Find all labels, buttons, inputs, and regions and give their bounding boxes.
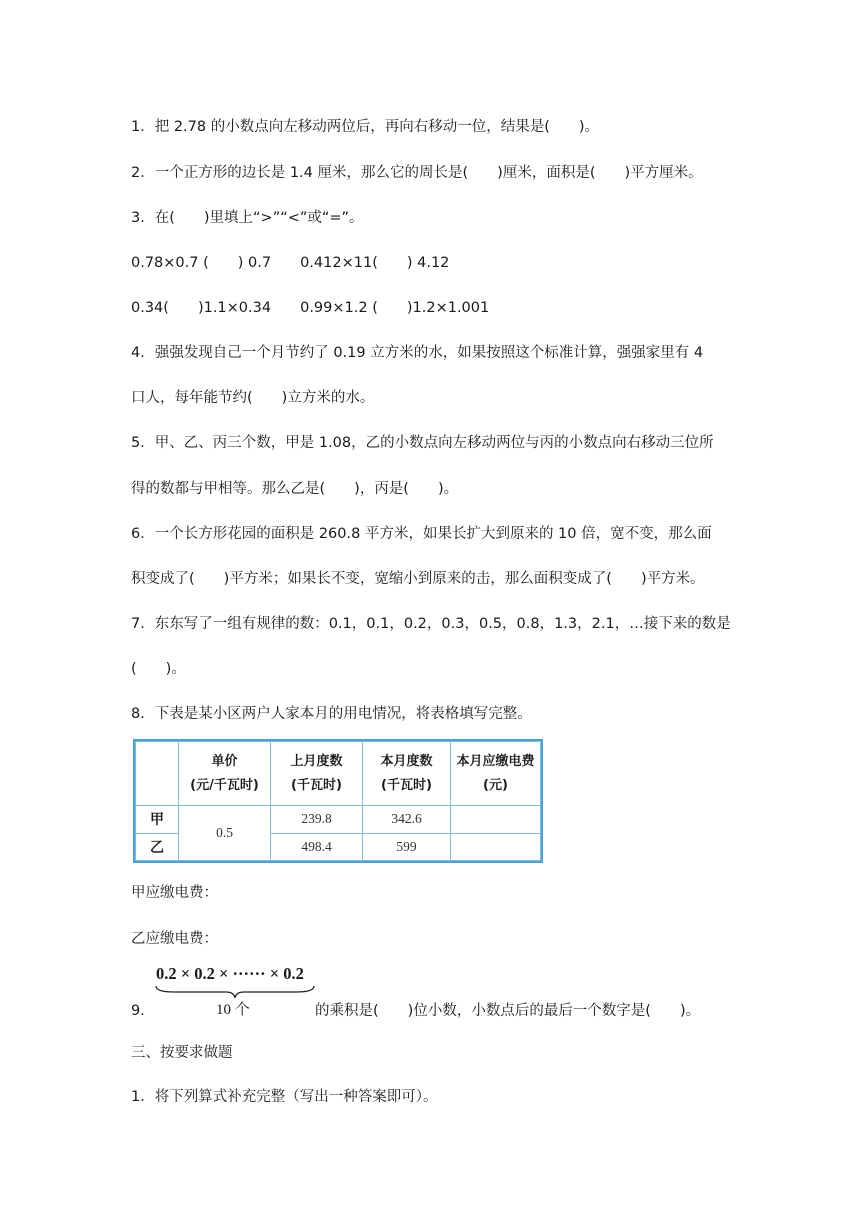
question-1: 1．把 2.78 的小数点向左移动两位后，再向右移动一位，结果是( )。 <box>131 119 600 135</box>
question-5-line-2: 得的数都与甲相等。那么乙是( )，丙是( )。 <box>131 481 459 497</box>
question-7-line-2: ( )。 <box>131 661 186 677</box>
question-6-line-1: 6．一个长方形花园的面积是 260.8 平方米，如果长扩大到原来的 10 倍，宽不变，那么面 <box>131 526 712 542</box>
row-label-yi: 乙 <box>136 833 179 861</box>
jia-fee-blank[interactable] <box>451 806 541 834</box>
jia-last-month: 239.8 <box>271 806 363 834</box>
answer-jia-fee: 甲应缴电费： <box>131 885 218 901</box>
section-3-heading: 三、按要求做题 <box>131 1045 233 1061</box>
header-this-month: 本月度数 (千瓦时) <box>363 742 451 806</box>
question-6-line-2: 积变成了( )平方米；如果长不变，宽缩小到原来的击，那么面积变成了( )平方米。 <box>131 571 705 587</box>
header-unit-price: 单价 (元/千瓦时) <box>179 742 271 806</box>
yi-last-month: 498.4 <box>271 833 363 861</box>
question-7-line-1: 7．东东写了一组有规律的数：0.1，0.1，0.2，0.3，0.5，0.8，1.3，2.1，…接下来的数是 <box>131 616 731 632</box>
yi-fee-blank[interactable] <box>451 833 541 861</box>
question-9-text: 的乘积是( )位小数，小数点后的最后一个数字是( )。 <box>315 1003 701 1019</box>
q9-formula-image <box>150 960 320 1022</box>
question-4-line-2: 口人，每年能节约( )立方米的水。 <box>131 390 375 406</box>
question-3: 3．在( )里填上“>”“<”或“=”。 <box>131 210 364 226</box>
header-last-month: 上月度数 (千瓦时) <box>271 742 363 806</box>
question-4-line-1: 4．强强发现自己一个月节约了 0.19 立方米的水，如果按照这个标准计算，强强家里有 4 <box>131 345 704 361</box>
answer-yi-fee: 乙应缴电费： <box>131 931 218 947</box>
unit-price-cell: 0.5 <box>179 806 271 861</box>
q9-formula-expression: 0.2 × 0.2 × ······ × 0.2 <box>156 964 304 983</box>
question-5-line-1: 5．甲、乙、丙三个数，甲是 1.08，乙的小数点向左移动两位与丙的小数点向右移动三位所 <box>131 435 714 451</box>
jia-this-month: 342.6 <box>363 806 451 834</box>
question-2: 2．一个正方形的边长是 1.4 厘米，那么它的周长是( )厘米，面积是( )平方厘米。 <box>131 165 703 181</box>
row-label-jia: 甲 <box>136 806 179 834</box>
question-3-row-1: 0.78×0.7 ( ) 0.7 0.412×11( ) 4.12 <box>131 255 450 271</box>
section-3-question-1: 1．将下列算式补充完整（写出一种答案即可）。 <box>131 1089 438 1105</box>
question-9-number: 9． <box>131 1003 155 1019</box>
yi-this-month: 599 <box>363 833 451 861</box>
q9-formula-count: 10 个 <box>216 1002 250 1018</box>
question-8: 8．下表是某小区两户人家本月的用电情况，将表格填写完整。 <box>131 706 532 722</box>
electricity-table <box>133 739 543 863</box>
question-3-row-2: 0.34( )1.1×0.34 0.99×1.2 ( )1.2×1.001 <box>131 300 490 316</box>
header-empty <box>136 742 179 806</box>
header-fee: 本月应缴电费 (元) <box>451 742 541 806</box>
